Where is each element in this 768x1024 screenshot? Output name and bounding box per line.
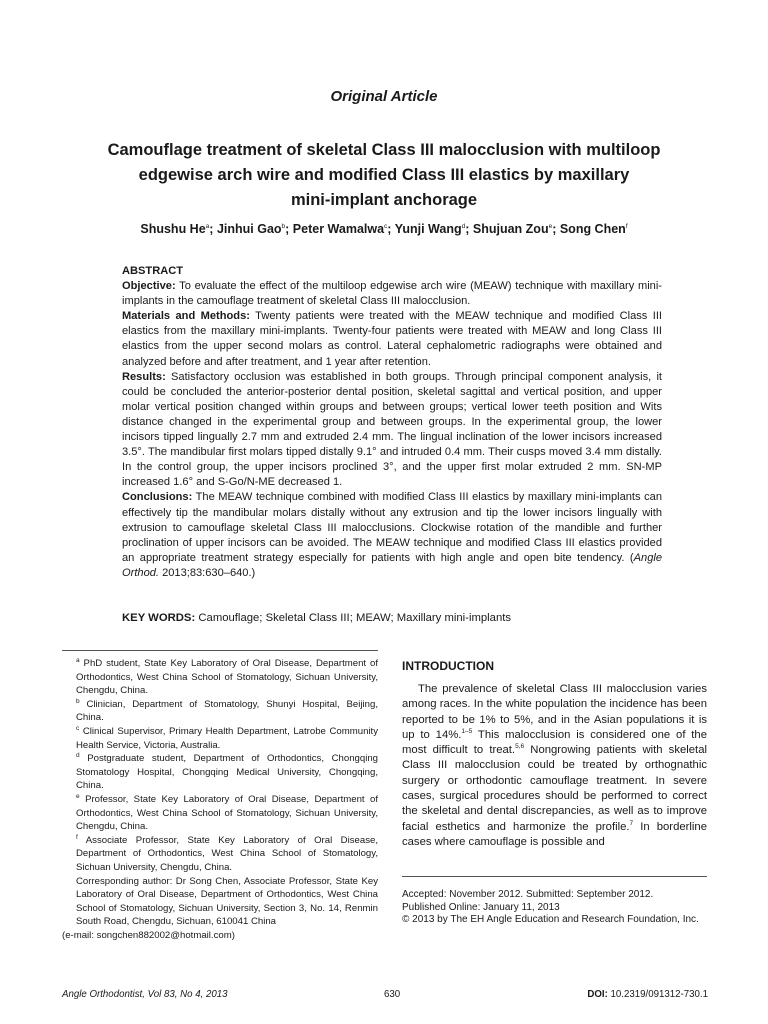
section-label: Materials and Methods:: [122, 310, 250, 323]
abstract-heading: ABSTRACT: [122, 265, 184, 277]
author-name: Song Chen: [559, 222, 626, 236]
page-footer: [62, 989, 708, 1003]
section-text: To evaluate the effect of the multiloop edgewise arch wire (MEAW) technique with maxillary mini-implants in the camouflage treatment of skeletal Class III malocclusion.: [122, 280, 663, 308]
affiliation-mark: b: [281, 222, 286, 230]
abstract-methods: [122, 309, 662, 369]
footnote-text: Professor, State Key Laboratory of Oral Disease, Department of Orthodontics, West China School of Stomatology, Sichuan University, Chengdu, China.: [76, 793, 379, 833]
footnote-mark: f: [76, 833, 78, 841]
footnote: [62, 698, 378, 725]
accepted-date: Accepted: November 2012. Submitted: September 2012.: [402, 889, 654, 900]
affiliation-mark: c: [384, 222, 388, 230]
citation-journal: Angle Orthod.: [122, 551, 662, 579]
publication-dates: [402, 889, 707, 927]
body-text: This malocclusion is considered one of the most difficult to treat.: [402, 728, 707, 757]
author-list: [70, 222, 698, 236]
footnote-mark: b: [76, 697, 80, 705]
article-title: [70, 138, 698, 213]
email-link[interactable]: (e-mail: songchen882002@hotmail.com): [62, 929, 235, 941]
title-line: Camouflage treatment of skeletal Class III malocclusion with multiloop: [107, 141, 661, 159]
introduction-heading: INTRODUCTION: [402, 659, 494, 673]
online-date: Published Online: January 11, 2013: [402, 901, 560, 913]
author-separator: ;: [209, 222, 217, 236]
page-number: 630: [384, 989, 401, 1000]
doi[interactable]: [587, 989, 708, 1000]
footnote-text: Postgraduate student, Department of Orthodontics, Chongqing Stomatology Hospital, Chongqing Medical University, Chongqing, China.: [76, 753, 379, 792]
author-name: Shujuan Zou: [472, 222, 549, 236]
reference-mark[interactable]: 1–5: [461, 728, 473, 736]
corresponding-author: Corresponding author: Dr Song Chen, Associate Professor, State Key Laboratory of Oral Disease, Department of Orthodontics, West China School of Stomatology, Sichuan University, Section 3, No. 14, Renmin South Road, Chengdu, Sichuan, 610041 China: [76, 875, 378, 928]
keywords-label: KEY WORDS:: [122, 612, 196, 624]
affiliation-mark: a: [205, 222, 210, 230]
section-label: Conclusions:: [122, 491, 193, 504]
introduction-paragraph: [402, 682, 707, 850]
footnote-text: Associate Professor, State Key Laboratory of Oral Disease, Department of Orthodontics, West China School of Stomatology, Sichuan University, Chengdu, China.: [76, 834, 378, 873]
affiliation-footnotes: [62, 657, 378, 942]
keywords: [122, 612, 682, 624]
footnote: [62, 657, 378, 698]
body-text: Nongrowing patients with skeletal Class III malocclusion could be treated by orthognathic surgery or orthodontic camouflage treatment. In severe cases, surgical procedures should be performed to correct the skeletal and dental discrepancies, as well as to improve facial esthetics and harmonize the profile.: [402, 744, 707, 833]
section-text: Twenty patients were treated with the MEAW technique and modified Class III elastics from the maxillary mini-implants. Twenty-four patients were treated with MEAW and long Class III elastics from the upper second molars as control. Lateral cephalometric radiographs were obtained and analyzed before and after treatment, and 1 year after retention.: [122, 310, 662, 368]
introduction-body: [402, 682, 707, 850]
footnote-text: PhD student, State Key Laboratory of Oral Disease, Department of Orthodontics, West China School of Stomatology, Sichuan University, Chengdu, China.: [76, 658, 378, 697]
footnote-mark: e: [76, 792, 80, 800]
footnote-text: Clinician, Department of Stomatology, Shunyi Hospital, Beijing, China.: [76, 698, 379, 724]
citation-rest: 2013;83:630–640.): [159, 566, 256, 579]
footnote: [62, 793, 378, 834]
author-separator: ;: [552, 222, 560, 236]
footnote-mark: c: [76, 724, 80, 732]
footnote: [62, 834, 378, 875]
author-separator: ;: [387, 222, 395, 236]
doi-value: 10.2319/091312-730.1: [607, 989, 708, 1000]
author-name: Yunji Wang: [394, 222, 462, 236]
section-text: The MEAW technique combined with modified Class III elastics by maxillary mini-implants can effectively tip the mandibular molars distally without any extrusion and tip the lower incisors lingually with extrusion to camouflage skeletal Class III malocclusions. Clockwise rotation of the mandible and further proclination of upper incisors can be avoided. The MEAW technique and modified Class III elastics provided an appropriate treatment strategy especially for patients with high angle and open bite tendency. (: [122, 491, 662, 564]
doi-label: DOI:: [587, 989, 608, 1000]
footnote-text: Clinical Supervisor, Primary Health Department, Latrobe Community Health Service, Victoria, Australia.: [76, 725, 378, 751]
journal-citation: Angle Orthodontist, Vol 83, No 4, 2013: [62, 989, 228, 1000]
article-type-label: Original Article: [330, 88, 438, 105]
footnote-divider: [62, 650, 378, 651]
abstract-conclusions: [122, 490, 662, 581]
keywords-text: Camouflage; Skeletal Class III; MEAW; Maxillary mini-implants: [198, 612, 512, 624]
reference-mark[interactable]: 7: [629, 819, 634, 827]
dates-divider: [402, 876, 707, 877]
affiliation-mark: f: [625, 222, 628, 230]
footnote-mark: a: [76, 656, 80, 664]
author-name: Jinhui Gao: [216, 222, 282, 236]
author-name: Shushu He: [140, 222, 206, 236]
footnote: [62, 725, 378, 752]
section-text: Satisfactory occlusion was established in both groups. Through principal component analysis, it could be concluded the anterior-posterior dental position, skeletal sagittal and vertical position, and upper molar vertical position changed within groups and between groups; vertical lower teeth position and Wits distance changed in the experimental group and between groups. In the experimental group, the lower incisors tipped lingually 2.7 mm and extruded 2.4 mm. The lingual inclination of the lower incisors increased 3.5°. The mandibular first molars tipped distally 9.1° and intruded 0.4 mm. Their cusps moved 3.4 mm distally. In the control group, the upper incisors proclined 3°, and the upper first molar extruded 2 mm. SN-MP increased 1.6° and S-Go/N-ME decreased 1.: [122, 370, 662, 489]
footnote: [62, 752, 378, 793]
abstract-objective: [122, 279, 662, 309]
abstract-results: [122, 370, 662, 491]
footnote-mark: d: [76, 751, 80, 759]
affiliation-mark: d: [461, 222, 466, 230]
section-label: Results:: [122, 370, 166, 383]
reference-mark[interactable]: 5,6: [515, 743, 525, 751]
title-line: mini-implant anchorage: [290, 191, 478, 209]
author-separator: ;: [465, 222, 473, 236]
body-text: The prevalence of skeletal Class III malocclusion varies among races. In the white population the incidence has been reported to be 1% to 5%, and in the Asian populations it is up to 14%.: [402, 683, 707, 741]
author-separator: ;: [285, 222, 293, 236]
copyright-notice: © 2013 by The EH Angle Education and Research Foundation, Inc.: [402, 914, 699, 926]
title-line: edgewise arch wire and modified Class III elastics by maxillary: [138, 166, 630, 184]
section-label: Objective:: [122, 280, 176, 293]
abstract: [122, 264, 662, 581]
body-text: In borderline cases where camouflage is possible and: [402, 820, 707, 848]
affiliation-mark: e: [548, 222, 553, 230]
author-name: Peter Wamalwa: [292, 222, 385, 236]
